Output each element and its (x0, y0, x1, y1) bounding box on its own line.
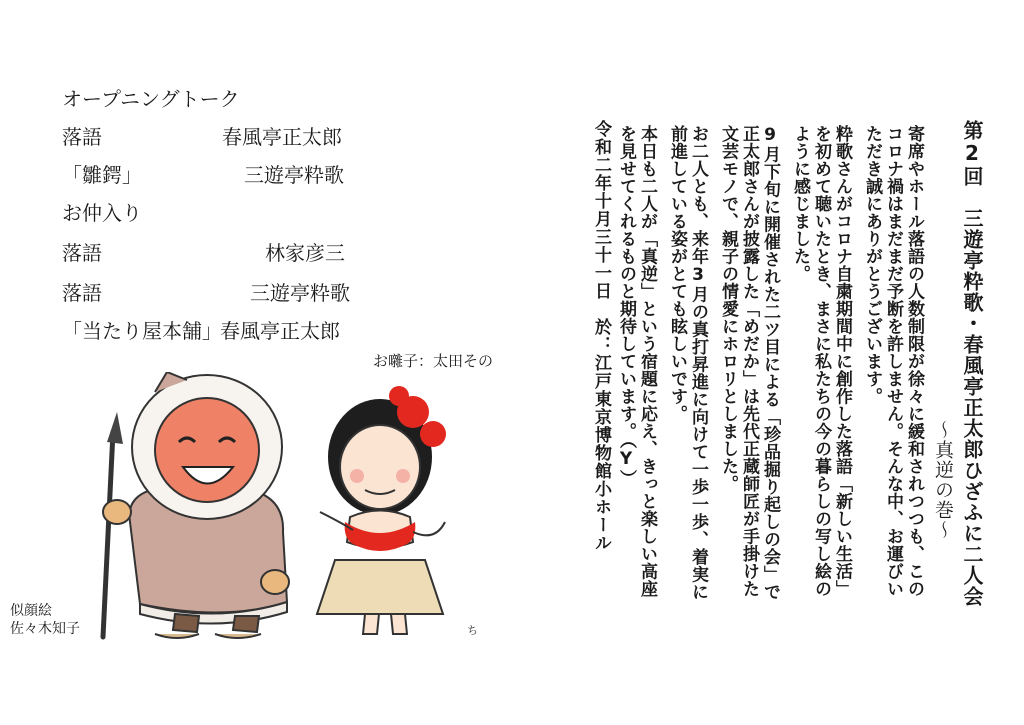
greeting-text (606, 125, 924, 605)
illustrator-credit (10, 602, 80, 638)
event-title: 第2回 三遊亭粋歌・春風亭正太郎ひざふに二人会 (960, 120, 984, 607)
caption-label: 似顔絵 (10, 603, 52, 619)
illustrator-name: 佐々木知子 (10, 621, 80, 637)
program-item-label: 「雛鍔」 (62, 163, 142, 187)
program-item-label: 落語 (62, 281, 102, 305)
program-item-performer: 春風亭正太郎 (222, 125, 342, 149)
program-intermission: お仲入り (62, 201, 142, 225)
program-item-label: 落語 (62, 125, 102, 149)
program-item-performer: 三遊亭粋歌 (244, 163, 344, 187)
program-item-label: 「当たり屋本舗」 (62, 319, 222, 343)
program-item-label: 落語 (62, 241, 102, 265)
hula-girl-figure (317, 386, 446, 634)
hayashi-credit: お囃子：太田その (373, 352, 494, 370)
event-subtitle: ～真逆の巻～ (932, 420, 954, 540)
program-item-performer: 春風亭正太郎 (220, 319, 340, 343)
greeting-paragraph: 本日も二人が「真逆」という宿題に応え、きっと楽しい高座を見せてくれるものと期待しています。（Y） (616, 125, 657, 598)
program-opening-talk: オープニングトーク (62, 87, 240, 111)
program-item-performer: 三遊亭粋歌 (250, 281, 350, 305)
greeting-paragraph: お二人とも、来年3月の真打昇進に向けて一歩一歩、着実に前進している姿がとても眩しいです。 (667, 125, 708, 601)
greeting-paragraph: 粋歌さんがコロナ自粛期間中に創作した落語「新しい生活」を初めて聴いたとき、まさに私たちの今の暮らしの写し絵のように感じました。 (790, 125, 852, 598)
date-venue: 令和二年十月三十一日 於：江戸東京博物館小ホール (591, 120, 611, 552)
artist-signature: ち (467, 624, 478, 637)
greeting-paragraph: 寄席やホール落語の人数制限が徐々に緩和されつつも、このコロナ禍はまだまだ予断を許しません。そんな中、お運びいただき誠にありがとうございます。 (862, 125, 924, 598)
program-item-performer: 林家彦三 (265, 241, 345, 265)
caricature-illustration (95, 372, 505, 652)
greeting-paragraph: 9月下旬に開催された二ツ目による「珍品掘り起しの会」で正太郎さんが披露した「めだか」は先代正蔵師匠が手掛けた文芸モノで、親子の情愛にホロリとしました。 (718, 125, 780, 601)
eskimo-figure (103, 372, 289, 638)
